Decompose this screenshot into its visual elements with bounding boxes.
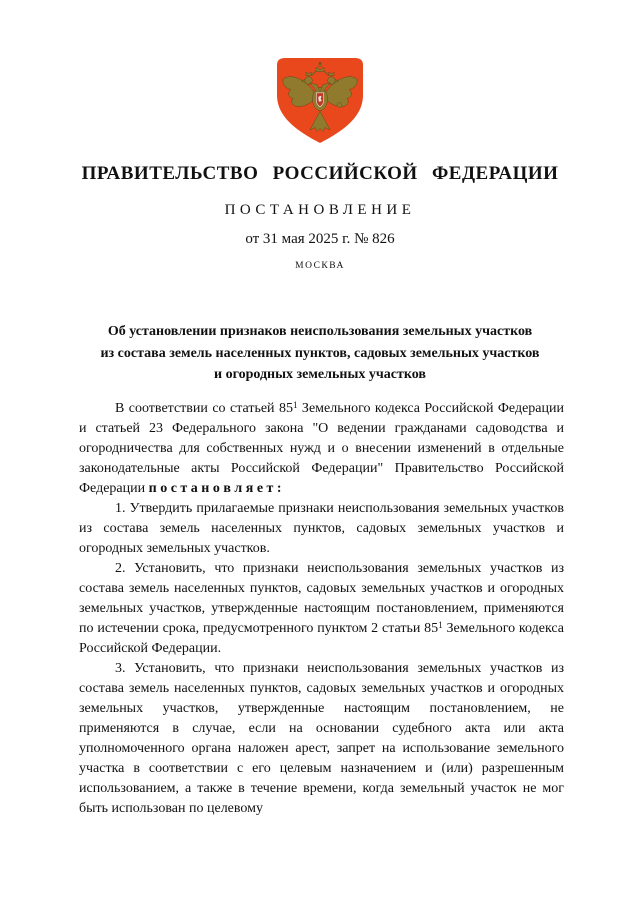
doc-date-number: от 31 мая 2025 г. № 826 [245, 231, 395, 247]
preamble-text-rest: Земельного кодекса Российской Федерации и статьей 23 Федерального закона "О ведении гражданами садоводства и огородничества для собственных нужд и о внесении изменений в отдельные законодательные акты Российской Федерации" Правительство Российской Федерации [79, 401, 564, 496]
russia-coat-of-arms-icon [275, 56, 365, 146]
resolves-keyword: п о с т а н о в л я е т : [148, 481, 282, 496]
preamble-text: В соответствии со статьей 85 [115, 401, 293, 416]
doc-title-line: из состава земель населенных пунктов, садовых земельных участков [100, 345, 540, 361]
doc-title-line: и огородных земельных участков [214, 367, 426, 382]
org-name-heading: ПРАВИТЕЛЬСТВО РОССИЙСКОЙ ФЕДЕРАЦИИ [81, 163, 559, 184]
item-2-text-rest: Земельного кодекса Российской Федерации. [79, 621, 564, 656]
paragraph-item-2 [79, 559, 564, 659]
doc-type-heading: ПОСТАНОВЛЕНИЕ [224, 202, 416, 218]
footnote-superscript: 1 [438, 620, 443, 630]
doc-body [79, 399, 564, 819]
paragraph-item-1: 1. Утвердить прилагаемые признаки неиспользования земельных участков из состава земель населенных пунктов, садовых земельных участков и огородных земельных участков. [79, 501, 564, 556]
footnote-superscript: 1 [292, 400, 298, 410]
doc-title-line: Об установлении признаков неиспользования земельных участков [107, 324, 533, 339]
item-2-text: 2. Установить, что признаки неиспользования земельных участков из состава земель населенных пунктов, садовых земельных участков и огородных земельных участков, утвержденные настоящим постановлением, применяются по истечении срока, предусмотренного пунктом 2 статьи 85 [79, 561, 564, 636]
coat-of-arms-svg [275, 56, 365, 146]
paragraph-item-3: 3. Установить, что признаки неиспользования земельных участков из состава земель населенных пунктов, садовых земельных участков и огородных земельных участков, утвержденные настоящим постановлением, не применяются в случае, если на основании судебного акта или акта уполномоченного органа наложен арест, запрет на использование земельного участка в соответствии с его целевым назначением и (или) разрешенным использованием, а также в течение времени, когда земельный участок не мог быть использован по целевому [79, 661, 564, 816]
doc-city: МОСКВА [295, 261, 345, 271]
doc-title [0, 321, 640, 386]
paragraph-preamble [79, 399, 564, 499]
